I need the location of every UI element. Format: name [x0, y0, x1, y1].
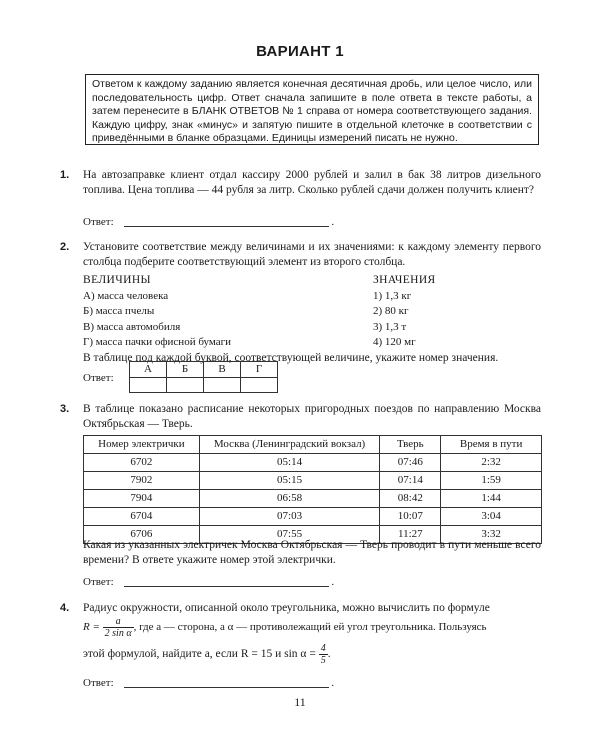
task-number: 3. — [60, 403, 70, 415]
values-header: ЗНАЧЕНИЯ — [373, 274, 436, 286]
formula-explanation: , где a — сторона, а α — противолежащий ей угол треугольника. Пользуясь — [133, 621, 487, 634]
quantity-item: А) масса человека — [83, 289, 169, 302]
quantity-item: Б) масса пчелы — [83, 305, 155, 317]
value-item: 3) 1,3 т — [373, 320, 407, 333]
cell-moscow-time: 05:15 — [199, 472, 380, 490]
task-number: 4. — [60, 602, 70, 614]
task-1 — [60, 168, 542, 248]
answer-label: Ответ: — [83, 372, 114, 384]
cell-train-number: 7902 — [84, 472, 200, 490]
cell-moscow-time: 07:03 — [199, 508, 380, 526]
answer-cell[interactable] — [167, 378, 204, 393]
formula-line — [83, 616, 541, 639]
cell-travel-time: 3:04 — [441, 508, 542, 526]
answer-label: Ответ: — [83, 677, 114, 689]
answer-grid — [129, 361, 278, 393]
table-row — [84, 454, 542, 472]
page-number: 11 — [294, 695, 306, 709]
table-row — [84, 508, 542, 526]
letter-cell: Б — [167, 362, 204, 378]
task-2 — [60, 240, 542, 400]
quantities-column — [83, 273, 363, 351]
values-column — [373, 273, 543, 351]
answer-label: Ответ: — [83, 576, 114, 588]
quantity-item: Г) масса пачки офисной бумаги — [83, 336, 232, 348]
formula-denominator: 2 sin α — [104, 628, 132, 639]
answer-cell[interactable] — [130, 378, 167, 393]
condition-text: этой формулой, найдите a, если R = 15 и sin α = — [83, 648, 316, 661]
cell-tver-time: 11:27 — [380, 526, 441, 544]
condition-line — [83, 643, 541, 666]
cell-tver-time: 07:14 — [380, 472, 441, 490]
condition-end: . — [327, 648, 331, 661]
task-number: 1. — [60, 169, 70, 181]
cell-travel-time: 1:44 — [441, 490, 542, 508]
task-text: Установите соответствие между величинами и их значениями: к каждому элементу первого столбца подберите соответствующий элемент из второго столбца. — [83, 241, 541, 268]
cell-travel-time: 3:32 — [441, 526, 542, 544]
cell-travel-time: 1:59 — [441, 472, 542, 490]
sin-fraction — [319, 643, 328, 666]
cell-train-number: 6704 — [84, 508, 200, 526]
task-4 — [60, 601, 542, 696]
quantity-item: В) масса автомобиля — [83, 320, 181, 333]
cell-travel-time: 2:32 — [441, 454, 542, 472]
cell-tver-time: 08:42 — [380, 490, 441, 508]
cell-train-number: 7904 — [84, 490, 200, 508]
column-header: Время в пути — [441, 436, 542, 454]
value-item: 2) 80 кг — [373, 305, 409, 317]
cell-tver-time: 10:07 — [380, 508, 441, 526]
sin-denominator: 5 — [320, 655, 326, 666]
answer-input-line[interactable] — [124, 214, 329, 227]
task-text: В таблице показано расписание некоторых пригородных поездов по направлению Москва Октябрьская — Тверь. — [83, 403, 541, 430]
table-row — [84, 490, 542, 508]
task-text: Радиус окружности, описанной около треугольника, можно вычислить по формуле — [83, 602, 490, 614]
column-header: Тверь — [380, 436, 441, 454]
answer-field[interactable]: Ответ: . — [83, 677, 335, 689]
cell-tver-time: 07:46 — [380, 454, 441, 472]
task-3 — [60, 402, 542, 592]
page-title: ВАРИАНТ 1 — [256, 43, 344, 60]
answer-cell[interactable] — [241, 378, 278, 393]
value-item: 4) 120 мг — [373, 336, 416, 348]
answer-field[interactable]: Ответ: . — [83, 576, 335, 588]
instructions-box: Ответом к каждому заданию является конечная десятичная дробь, или целое число, или последовательность цифр. Ответ сначала запишите в поле ответа в тексте работы, а затем перенесите в БЛАНК ОТВЕТОВ № 1 справа от номера соответствующего задания. Каждую цифру, знак «минус» и запятую пишите в отдельной клеточке в соответствии с приведёнными в бланке образцами. Единицы измерений писать не нужно. — [85, 74, 539, 145]
letter-cell: Г — [241, 362, 278, 378]
column-header: Москва (Ленинградский вокзал) — [199, 436, 380, 454]
formula-fraction — [103, 616, 134, 639]
quantities-header: ВЕЛИЧИНЫ — [83, 274, 151, 286]
formula-numerator: a — [103, 616, 134, 628]
sin-numerator: 4 — [320, 643, 326, 654]
answer-field[interactable]: Ответ: . — [83, 216, 335, 228]
formula-lhs: R = — [83, 621, 100, 634]
answer-cell[interactable] — [204, 378, 241, 393]
cell-train-number: 6702 — [84, 454, 200, 472]
letter-cell: В — [204, 362, 241, 378]
cell-moscow-time: 07:55 — [199, 526, 380, 544]
answer-input-line[interactable] — [124, 675, 329, 688]
letter-cell: А — [130, 362, 167, 378]
table-header-row — [84, 436, 542, 454]
table-row — [84, 472, 542, 490]
task-number: 2. — [60, 241, 70, 253]
column-header: Номер электрички — [84, 436, 200, 454]
table-note: В таблице под каждой буквой, соответствующей величине, укажите номер значения. — [83, 352, 499, 364]
answer-input-line[interactable] — [124, 574, 329, 587]
cell-train-number: 6706 — [84, 526, 200, 544]
cell-moscow-time: 05:14 — [199, 454, 380, 472]
answer-label-row — [83, 371, 114, 386]
schedule-table — [83, 435, 542, 544]
task-question: Какая из указанных электричек Москва Октябрьская — Тверь проводит в пути меньше всего времени? В ответе укажите номер этой электрички. — [83, 539, 541, 566]
task-text: На автозаправке клиент отдал кассиру 2000 рублей и залил в бак 38 литров дизельного топлива. Цена топлива — 44 рубля за литр. Сколько рублей сдачи должен получить клиент? — [83, 169, 541, 196]
value-item: 1) 1,3 кг — [373, 289, 412, 302]
answer-label: Ответ: — [83, 216, 114, 228]
cell-moscow-time: 06:58 — [199, 490, 380, 508]
